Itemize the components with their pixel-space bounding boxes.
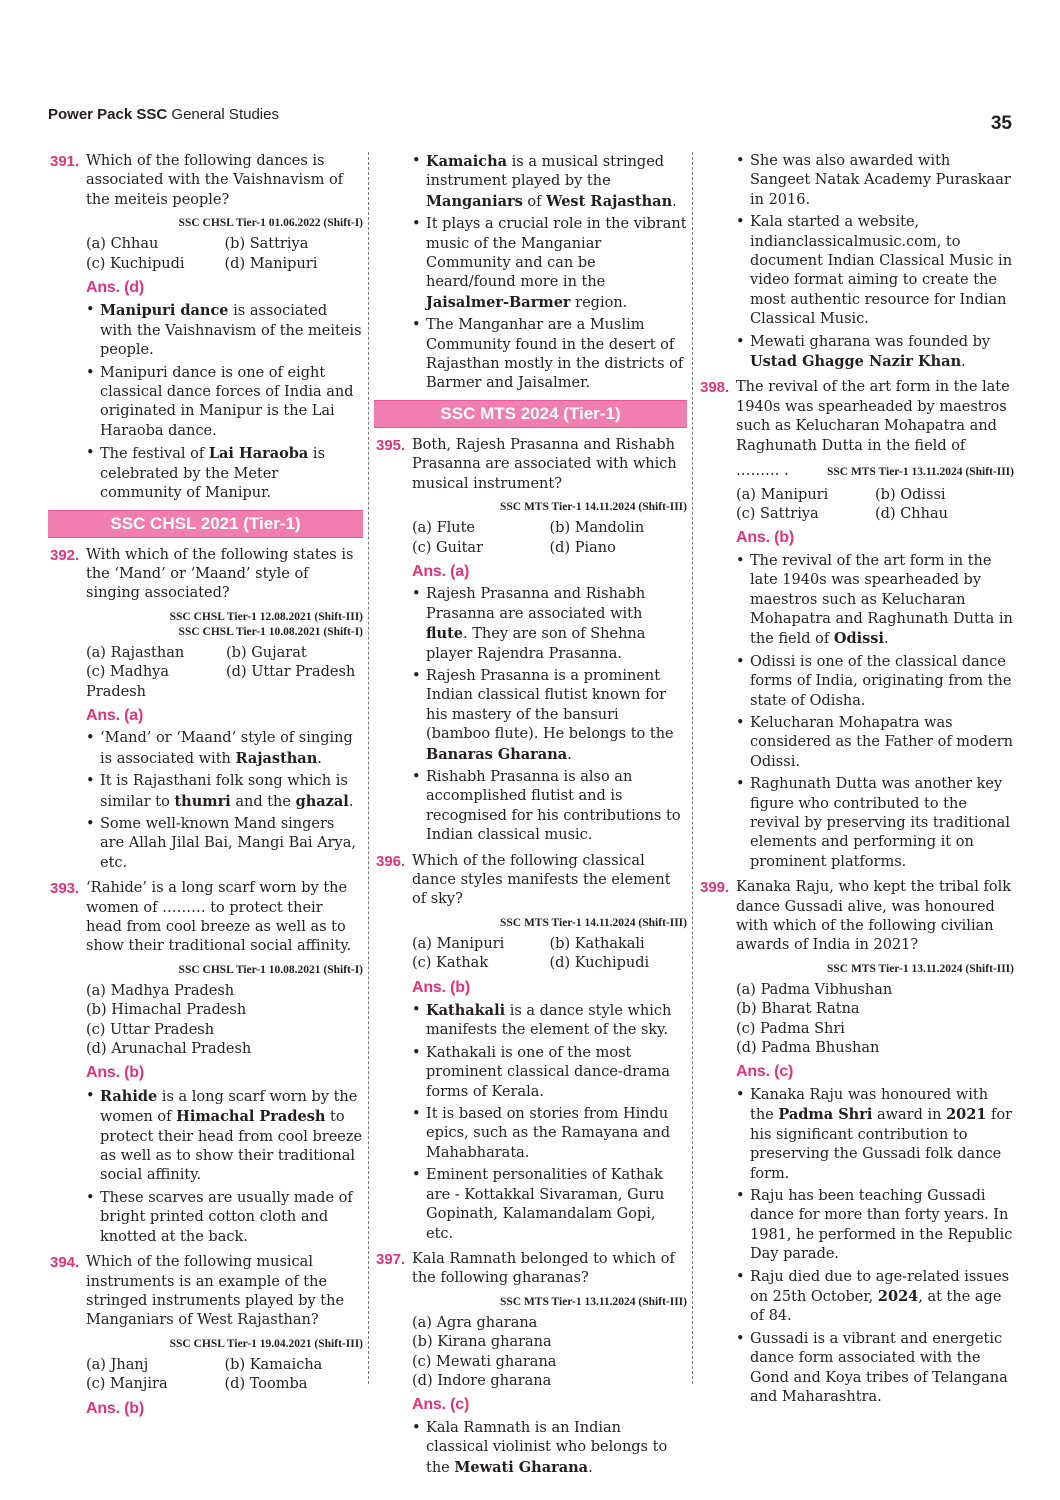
question-text: Which of the following dances is associated with the Vaishnavism of the meiteis people? (86, 153, 344, 208)
question-text: Both, Rajesh Prasanna and Rishabh Prasanna are associated with which musical instrument? (412, 436, 677, 492)
exam-source: SSC CHSL Tier-1 12.08.2021 (Shift-III) (169, 610, 363, 623)
explanation-point: • Gussadi is a vibrant and energetic dance form associated with the Gond and Koya tribes of Telangana and Maharashtra. (736, 1330, 1014, 1408)
explanation-point: • Kala Ramnath is an Indian classical violinist who belongs to the Mewati Gharana. (412, 1419, 687, 1478)
explanation-point: • Kala started a website, indianclassicalmusic.com, to document Indian Classical Music in video format aiming to create the most authentic resource for Indian Classical Music. (736, 213, 1014, 329)
answer-label: Ans. (c) (412, 1396, 470, 1414)
option: (c) Madhya Pradesh (86, 664, 169, 700)
explanation-point: • Mewati gharana was founded by Ustad Ghagge Nazir Khan. (736, 333, 1014, 373)
explanation-point: • Raju died due to age-related issues on 25th October, 2024, at the age of 84. (736, 1268, 1014, 1327)
option: (b) Gujarat (226, 644, 307, 661)
question-number: 391. (50, 153, 80, 170)
question-text: Which of the following classical dance styles manifests the element of sky? (412, 852, 671, 908)
question-398 (698, 378, 1014, 456)
option: (a) Jhanj (86, 1356, 149, 1373)
exam-source: SSC CHSL Tier-1 19.04.2021 (Shift-III) (169, 1337, 363, 1350)
answer-label: Ans. (c) (736, 1063, 794, 1081)
option: (b) Himachal Pradesh (86, 1002, 247, 1019)
question-text: ‘Rahide’ is a long scarf worn by the women of ……… to protect their head from cool breeze as well as to show their traditional social affinity. (86, 880, 352, 955)
option: (a) Flute (412, 520, 476, 537)
running-header (48, 106, 279, 123)
question-text: Kanaka Raju, who kept the tribal folk dance Gussadi alive, was honoured with which of the following civilian awards of India in 2021? (736, 879, 1012, 954)
option: (c) Uttar Pradesh (86, 1021, 215, 1038)
explanation-point: • Some well-known Mand singers are Allah Jilal Bai, Mangi Bai Arya, etc. (86, 815, 363, 873)
explanation-point: • Kamaicha is a musical stringed instrument played by the Manganiars of West Rajasthan. (412, 152, 687, 212)
answer-label: Ans. (b) (736, 529, 794, 547)
answer-label: Ans. (b) (86, 1064, 144, 1082)
explanation-point: • Kelucharan Mohapatra was considered as the Father of modern Odissi. (736, 714, 1014, 772)
explanation-list (86, 301, 363, 503)
explanation-point: • Odissi is one of the classical dance forms of India, originating from the state of Odisha. (736, 653, 1014, 711)
explanation-list (412, 1001, 687, 1244)
option: (d) Indore gharana (412, 1372, 552, 1389)
explanation-point: • Rajesh Prasanna is a prominent Indian classical flutist known for his mastery of the bansuri (bamboo flute). He belongs to the Banaras Gharana. (412, 667, 687, 765)
section-banner: SSC MTS 2024 (Tier-1) (374, 400, 687, 428)
question-text: Which of the following musical instruments is an example of the stringed instruments played by the Manganiars of West Rajasthan? (86, 1254, 345, 1329)
explanation-point: • ‘Mand’ or ‘Maand’ style of singing is associated with Rajasthan. (86, 729, 363, 769)
question-number: 396. (376, 852, 406, 870)
question-number: 399. (700, 879, 730, 897)
explanation-point: • Rajesh Prasanna and Rishabh Prasanna are associated with flute. They are son of Shehna player Rajendra Prasanna. (412, 585, 687, 664)
question-number: 397. (376, 1250, 406, 1268)
options (412, 1314, 687, 1392)
question-399 (698, 878, 1014, 956)
exam-source: SSC MTS Tier-1 14.11.2024 (Shift-III) (499, 916, 687, 929)
answer-label: Ans. (a) (412, 562, 470, 580)
question-396 (374, 852, 687, 910)
explanation-point: • It is based on stories from Hindu epics, such as the Ramayana and Mahabharata. (412, 1105, 687, 1163)
question-number: 392. (50, 546, 80, 564)
answer-label: Ans. (b) (86, 1399, 144, 1417)
explanation-point: • It is Rajasthani folk song which is similar to thumri and the ghazal. (86, 772, 363, 812)
explanation-point: • It plays a crucial role in the vibrant music of the Manganiar Community and can be heard/found more in the Jaisalmer-Barmer region. (412, 215, 687, 313)
option: (a) Agra gharana (412, 1314, 538, 1331)
option: (b) Odissi (875, 486, 946, 503)
question-397 (374, 1250, 687, 1289)
column-divider (692, 152, 693, 1384)
option: (c) Sattriya (736, 505, 819, 522)
option: (c) Mewati gharana (412, 1353, 557, 1370)
question-number: 394. (50, 1254, 80, 1272)
option: (c) Kathak (412, 955, 489, 972)
exam-source: SSC MTS Tier-1 13.11.2024 (Shift-III) (826, 466, 1014, 479)
blank-dots: ……… . (736, 463, 789, 480)
explanation-point: • The festival of Lai Haraoba is celebrated by the Meter community of Manipur. (86, 444, 363, 503)
option: (a) Madhya Pradesh (86, 982, 235, 999)
explanation-point: • Manipuri dance is associated with the Vaishnavism of the meiteis people. (86, 301, 363, 360)
explanation-list (86, 1087, 363, 1247)
explanation-list (412, 585, 687, 845)
explanation-point: • The Manganhar are a Muslim Community found in the desert of Rajasthan mostly in the districts of Barmer and Jaisalmer. (412, 316, 687, 394)
option: (b) Bharat Ratna (736, 1001, 860, 1018)
question-text: Kala Ramnath belonged to which of the following gharanas? (412, 1250, 675, 1287)
explanation-point: • Raju has been teaching Gussadi dance for more than forty years. In 1981, he performed in the Republic Day parade. (736, 1187, 1014, 1265)
option: (a) Rajasthan (86, 644, 185, 661)
explanation-list (736, 1086, 1014, 1408)
book-title-rest: General Studies (167, 106, 279, 123)
explanation-point: • The revival of the art form in the late 1940s was spearheaded by maestros such as Kelucharan Mohapatra and Raghunath Dutta in the field of Odissi. (736, 552, 1014, 650)
answer-label: Ans. (d) (86, 279, 144, 297)
options (736, 486, 1014, 525)
option: (c) Manjira (86, 1376, 168, 1393)
options (86, 235, 363, 274)
answer-label: Ans. (a) (86, 706, 144, 724)
explanation-point: • She was also awarded with Sangeet Natak Academy Puraskaar in 2016. (736, 152, 1014, 210)
explanation-point: • Eminent personalities of Kathak are - Kottakkal Sivaraman, Guru Gopinath, Kalamandalam Gopi, etc. (412, 1166, 687, 1244)
question-text: With which of the following states is the ‘Mand’ or ‘Maand’ style of singing associated? (86, 546, 354, 602)
exam-source: SSC CHSL Tier-1 10.08.2021 (Shift-I) (178, 963, 363, 976)
column-3 (698, 152, 1014, 1413)
explanation-point: • Rishabh Prasanna is also an accomplished flutist and is recognised for his contributions to Indian classical music. (412, 768, 687, 846)
option: (d) Toomba (224, 1376, 308, 1393)
question-number: 393. (50, 880, 80, 898)
option: (a) Chhau (86, 236, 159, 253)
explanation-point: • Rahide is a long scarf worn by the women of Himachal Pradesh to protect their head from cool breeze as well as to show their traditional social affinity. (86, 1087, 363, 1186)
options (86, 982, 363, 1060)
explanation-point: • Kathakali is a dance style which manifests the element of the sky. (412, 1001, 687, 1041)
column-divider (368, 152, 369, 1384)
option: (c) Guitar (412, 539, 484, 556)
explanation-point: • Raghunath Dutta was another key figure who contributed to the revival by preserving its traditional elements and performing it on prominent platforms. (736, 775, 1014, 872)
option: (d) Uttar Pradesh (226, 664, 356, 681)
explanation-list (736, 152, 1014, 372)
option: (a) Manipuri (736, 486, 829, 503)
options (412, 519, 687, 558)
options (412, 935, 687, 974)
explanation-point: • Kathakali is one of the most prominent classical dance-drama forms of Kerala. (412, 1044, 687, 1102)
question-391 (48, 152, 363, 210)
option: (c) Kuchipudi (86, 255, 185, 272)
question-number: 398. (700, 379, 730, 397)
book-title-bold: Power Pack SSC (48, 106, 168, 123)
exam-source: SSC MTS Tier-1 13.11.2024 (Shift-III) (499, 1295, 687, 1308)
option: (a) Padma Vibhushan (736, 981, 893, 998)
options (86, 1356, 363, 1395)
option: (d) Padma Bhushan (736, 1040, 880, 1057)
answer-label: Ans. (b) (412, 978, 470, 996)
exam-source: SSC MTS Tier-1 13.11.2024 (Shift-III) (826, 962, 1014, 975)
option: (b) Kathakali (549, 935, 645, 952)
question-392 (48, 546, 363, 604)
option: (b) Kamaicha (224, 1356, 323, 1373)
options (86, 644, 363, 702)
option: (a) Manipuri (412, 935, 505, 952)
exam-source: SSC CHSL Tier-1 10.08.2021 (Shift-I) (178, 625, 363, 638)
explanation-list (412, 152, 687, 394)
explanation-list (736, 552, 1014, 873)
page-number: 35 (990, 113, 1012, 134)
column-1 (48, 152, 363, 1422)
explanation-list (86, 729, 363, 873)
option: (b) Kirana gharana (412, 1334, 552, 1351)
option: (d) Kuchipudi (549, 955, 650, 972)
exam-source: SSC CHSL Tier-1 01.06.2022 (Shift-I) (178, 217, 363, 230)
explanation-point: • Manipuri dance is one of eight classical dance forces of India and originated in Manipur is the Lai Haraoba dance. (86, 364, 363, 442)
exam-source: SSC MTS Tier-1 14.11.2024 (Shift-III) (499, 501, 687, 514)
explanation-list (412, 1419, 687, 1478)
question-395 (374, 436, 687, 494)
question-number: 395. (376, 436, 406, 454)
options (736, 981, 1014, 1059)
option: (d) Arunachal Pradesh (86, 1041, 252, 1058)
option: (b) Mandolin (549, 520, 645, 537)
option: (d) Manipuri (224, 255, 318, 272)
option: (c) Padma Shri (736, 1020, 845, 1037)
option: (d) Piano (549, 539, 616, 556)
source-line (736, 462, 1014, 481)
question-text: The revival of the art form in the late 1940s was spearheaded by maestros such as Kelucharan Mohapatra and Raghunath Dutta in the field of (736, 379, 1010, 454)
explanation-point: • Kanaka Raju was honoured with the Padma Shri award in 2021 for his significant contribution to preserving the Gussadi folk dance form. (736, 1086, 1014, 1184)
question-394 (48, 1253, 363, 1331)
question-393 (48, 879, 363, 957)
explanation-point: • These scarves are usually made of bright printed cotton cloth and knotted at the back. (86, 1189, 363, 1247)
column-2 (374, 152, 687, 1484)
option: (b) Sattriya (224, 236, 309, 253)
option: (d) Chhau (875, 505, 948, 522)
section-banner: SSC CHSL 2021 (Tier-1) (48, 510, 363, 538)
